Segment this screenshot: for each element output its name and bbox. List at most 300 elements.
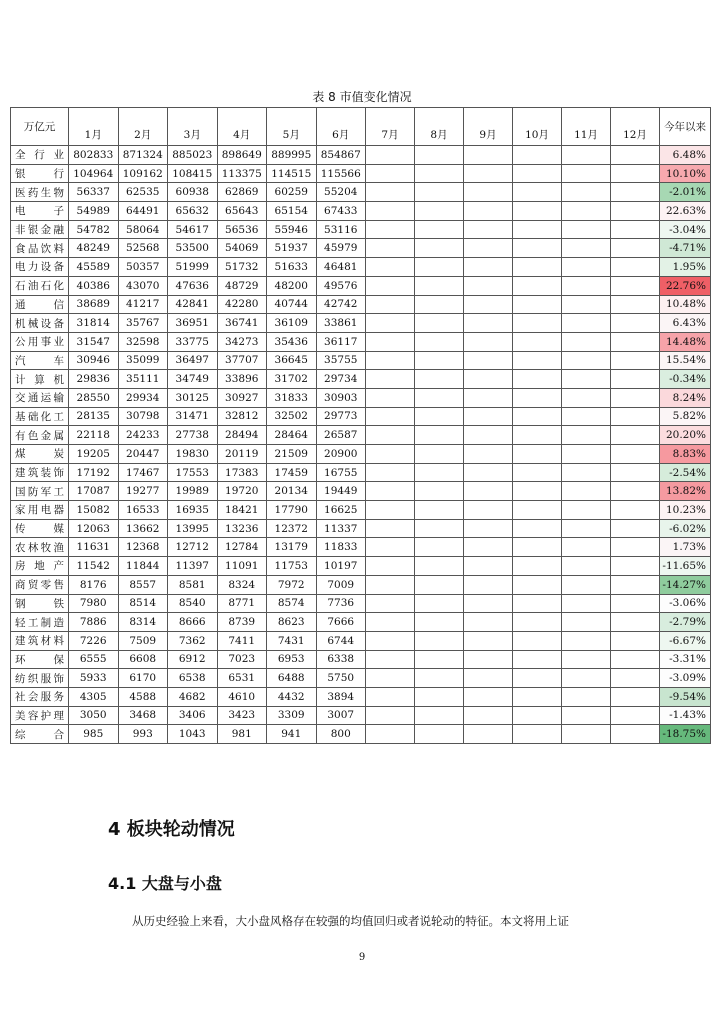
month-value-cell — [562, 557, 611, 576]
month-value-cell: 45589 — [69, 258, 119, 277]
ytd-header: 今年以来 — [660, 108, 711, 146]
month-value-cell — [415, 183, 464, 202]
month-value-cell: 11833 — [316, 538, 366, 557]
ytd-change-cell: -1.43% — [660, 706, 711, 725]
month-value-cell: 5750 — [316, 669, 366, 688]
month-value-cell: 3423 — [217, 706, 267, 725]
month-value-cell — [611, 258, 660, 277]
month-value-cell — [464, 314, 513, 333]
month-value-cell: 11631 — [69, 538, 119, 557]
month-value-cell — [611, 613, 660, 632]
month-value-cell — [366, 687, 415, 706]
month-value-cell: 30927 — [217, 388, 267, 407]
month-value-cell — [513, 482, 562, 501]
month-value-cell: 8666 — [168, 613, 218, 632]
sector-name: 有色金属 — [11, 426, 69, 445]
month-value-cell: 60938 — [168, 183, 218, 202]
month-value-cell: 19449 — [316, 482, 366, 501]
month-value-cell — [366, 669, 415, 688]
ytd-change-cell: -3.31% — [660, 650, 711, 669]
month-value-cell — [415, 650, 464, 669]
month-value-cell — [366, 426, 415, 445]
ytd-change-cell: 5.82% — [660, 407, 711, 426]
month-value-cell: 985 — [69, 725, 119, 744]
table-header-row — [11, 108, 711, 146]
month-value-cell — [415, 202, 464, 221]
month-value-cell — [415, 407, 464, 426]
month-value-cell — [464, 557, 513, 576]
month-value-cell: 19720 — [217, 482, 267, 501]
month-value-cell — [366, 445, 415, 464]
table-row — [11, 631, 711, 650]
sector-name: 社会服务 — [11, 687, 69, 706]
month-value-cell: 31702 — [267, 370, 317, 389]
month-value-cell — [562, 276, 611, 295]
month-value-cell: 41217 — [118, 295, 168, 314]
month-value-cell — [415, 351, 464, 370]
sector-name: 商贸零售 — [11, 575, 69, 594]
month-value-cell: 885023 — [168, 146, 218, 165]
month-value-cell — [415, 426, 464, 445]
month-value-cell: 35755 — [316, 351, 366, 370]
month-header: 1月 — [69, 108, 119, 146]
month-value-cell: 36497 — [168, 351, 218, 370]
table-row — [11, 202, 711, 221]
month-value-cell: 40744 — [267, 295, 317, 314]
month-value-cell: 17467 — [118, 463, 168, 482]
sector-name: 交通运输 — [11, 388, 69, 407]
month-value-cell: 6488 — [267, 669, 317, 688]
ytd-change-cell: 14.48% — [660, 332, 711, 351]
month-value-cell — [611, 220, 660, 239]
ytd-change-cell: 10.23% — [660, 501, 711, 520]
month-header: 5月 — [267, 108, 317, 146]
month-value-cell — [611, 351, 660, 370]
month-value-cell — [562, 426, 611, 445]
month-value-cell: 54069 — [217, 239, 267, 258]
month-value-cell — [513, 426, 562, 445]
month-value-cell — [611, 239, 660, 258]
month-value-cell: 17087 — [69, 482, 119, 501]
month-value-cell: 31471 — [168, 407, 218, 426]
sector-name: 汽车 — [11, 351, 69, 370]
month-value-cell — [562, 146, 611, 165]
sector-name: 农林牧渔 — [11, 538, 69, 557]
month-value-cell: 8176 — [69, 575, 119, 594]
month-value-cell — [415, 445, 464, 464]
month-value-cell: 114515 — [267, 164, 317, 183]
sector-name: 煤炭 — [11, 445, 69, 464]
month-value-cell — [562, 519, 611, 538]
month-value-cell: 36741 — [217, 314, 267, 333]
sector-name: 非银金融 — [11, 220, 69, 239]
month-value-cell — [562, 407, 611, 426]
month-value-cell: 33896 — [217, 370, 267, 389]
unit-header: 万亿元 — [11, 108, 69, 146]
month-value-cell: 17790 — [267, 501, 317, 520]
month-value-cell — [562, 706, 611, 725]
ytd-change-cell: -18.75% — [660, 725, 711, 744]
month-value-cell — [464, 146, 513, 165]
month-value-cell: 12784 — [217, 538, 267, 557]
table-body — [11, 146, 711, 744]
month-value-cell: 67433 — [316, 202, 366, 221]
month-value-cell: 36109 — [267, 314, 317, 333]
month-value-cell — [562, 445, 611, 464]
ytd-change-cell: 15.54% — [660, 351, 711, 370]
month-value-cell — [513, 538, 562, 557]
month-value-cell: 7980 — [69, 594, 119, 613]
month-value-cell — [611, 687, 660, 706]
month-header: 10月 — [513, 108, 562, 146]
month-value-cell — [366, 370, 415, 389]
month-value-cell: 12712 — [168, 538, 218, 557]
month-header: 9月 — [464, 108, 513, 146]
ytd-change-cell: 6.43% — [660, 314, 711, 333]
month-value-cell: 12063 — [69, 519, 119, 538]
month-value-cell — [464, 202, 513, 221]
month-value-cell — [611, 445, 660, 464]
month-value-cell: 52568 — [118, 239, 168, 258]
month-value-cell — [366, 388, 415, 407]
month-value-cell — [513, 613, 562, 632]
month-value-cell: 64491 — [118, 202, 168, 221]
month-value-cell — [562, 650, 611, 669]
month-value-cell — [562, 725, 611, 744]
month-value-cell: 48249 — [69, 239, 119, 258]
month-value-cell: 8623 — [267, 613, 317, 632]
month-value-cell — [464, 239, 513, 258]
month-value-cell: 7509 — [118, 631, 168, 650]
sector-name: 传媒 — [11, 519, 69, 538]
month-value-cell: 11844 — [118, 557, 168, 576]
month-value-cell: 7362 — [168, 631, 218, 650]
month-value-cell: 993 — [118, 725, 168, 744]
month-value-cell — [415, 388, 464, 407]
month-value-cell — [415, 482, 464, 501]
month-header: 8月 — [415, 108, 464, 146]
month-value-cell: 43070 — [118, 276, 168, 295]
month-value-cell: 115566 — [316, 164, 366, 183]
month-value-cell: 29836 — [69, 370, 119, 389]
sector-name: 电子 — [11, 202, 69, 221]
sector-name: 银行 — [11, 164, 69, 183]
table-row — [11, 594, 711, 613]
month-value-cell: 854867 — [316, 146, 366, 165]
month-value-cell: 11753 — [267, 557, 317, 576]
month-value-cell: 11337 — [316, 519, 366, 538]
sector-name: 公用事业 — [11, 332, 69, 351]
month-value-cell: 31833 — [267, 388, 317, 407]
month-value-cell — [513, 687, 562, 706]
month-value-cell: 34749 — [168, 370, 218, 389]
month-value-cell — [464, 183, 513, 202]
month-value-cell: 65643 — [217, 202, 267, 221]
month-value-cell — [513, 519, 562, 538]
month-value-cell: 53116 — [316, 220, 366, 239]
month-value-cell: 36645 — [267, 351, 317, 370]
table-row — [11, 501, 711, 520]
month-value-cell — [562, 258, 611, 277]
month-value-cell: 22118 — [69, 426, 119, 445]
ytd-change-cell: -2.79% — [660, 613, 711, 632]
month-value-cell — [464, 388, 513, 407]
month-value-cell: 898649 — [217, 146, 267, 165]
month-value-cell — [415, 725, 464, 744]
month-value-cell: 20119 — [217, 445, 267, 464]
month-value-cell — [611, 519, 660, 538]
month-value-cell: 10197 — [316, 557, 366, 576]
month-value-cell — [562, 594, 611, 613]
month-value-cell — [513, 445, 562, 464]
month-value-cell — [611, 202, 660, 221]
month-value-cell — [611, 295, 660, 314]
month-value-cell: 8540 — [168, 594, 218, 613]
table-row — [11, 370, 711, 389]
ytd-change-cell: 20.20% — [660, 426, 711, 445]
month-value-cell: 5933 — [69, 669, 119, 688]
month-value-cell — [611, 276, 660, 295]
month-value-cell — [366, 407, 415, 426]
month-value-cell — [464, 463, 513, 482]
month-value-cell: 51937 — [267, 239, 317, 258]
month-value-cell: 17383 — [217, 463, 267, 482]
month-value-cell — [464, 501, 513, 520]
month-value-cell — [513, 351, 562, 370]
month-value-cell: 7736 — [316, 594, 366, 613]
month-value-cell — [611, 164, 660, 183]
month-value-cell: 48200 — [267, 276, 317, 295]
sector-name: 综合 — [11, 725, 69, 744]
table-row — [11, 239, 711, 258]
month-value-cell — [562, 687, 611, 706]
month-value-cell: 26587 — [316, 426, 366, 445]
month-value-cell: 33775 — [168, 332, 218, 351]
month-value-cell: 889995 — [267, 146, 317, 165]
month-value-cell: 6912 — [168, 650, 218, 669]
month-value-cell — [562, 482, 611, 501]
market-value-table — [10, 107, 711, 744]
table-row — [11, 557, 711, 576]
sector-name: 环保 — [11, 650, 69, 669]
month-value-cell: 8574 — [267, 594, 317, 613]
month-value-cell: 19205 — [69, 445, 119, 464]
table-row — [11, 538, 711, 557]
month-value-cell: 3894 — [316, 687, 366, 706]
sector-name: 房地产 — [11, 557, 69, 576]
month-value-cell — [415, 332, 464, 351]
month-value-cell — [415, 314, 464, 333]
month-value-cell — [513, 706, 562, 725]
month-value-cell: 4610 — [217, 687, 267, 706]
month-value-cell: 7886 — [69, 613, 119, 632]
month-value-cell — [562, 388, 611, 407]
month-value-cell — [562, 332, 611, 351]
month-value-cell — [464, 276, 513, 295]
month-header: 4月 — [217, 108, 267, 146]
ytd-change-cell: -6.02% — [660, 519, 711, 538]
month-value-cell: 7431 — [267, 631, 317, 650]
table-caption: 表 8 市值变化情况 — [312, 90, 412, 104]
ytd-change-cell: -3.09% — [660, 669, 711, 688]
month-value-cell — [366, 332, 415, 351]
ytd-change-cell: 13.82% — [660, 482, 711, 501]
month-value-cell — [611, 332, 660, 351]
month-value-cell — [464, 332, 513, 351]
month-value-cell — [366, 519, 415, 538]
month-value-cell — [513, 594, 562, 613]
month-value-cell — [513, 220, 562, 239]
month-value-cell — [366, 351, 415, 370]
month-value-cell: 38689 — [69, 295, 119, 314]
month-value-cell: 13662 — [118, 519, 168, 538]
month-value-cell — [464, 445, 513, 464]
month-value-cell — [562, 164, 611, 183]
month-value-cell — [366, 202, 415, 221]
month-value-cell: 30946 — [69, 351, 119, 370]
month-value-cell: 3309 — [267, 706, 317, 725]
month-value-cell — [562, 202, 611, 221]
month-value-cell: 7972 — [267, 575, 317, 594]
month-value-cell: 11542 — [69, 557, 119, 576]
month-value-cell: 8739 — [217, 613, 267, 632]
month-value-cell — [366, 631, 415, 650]
month-value-cell: 6170 — [118, 669, 168, 688]
month-value-cell — [611, 501, 660, 520]
month-value-cell — [415, 538, 464, 557]
month-value-cell: 12368 — [118, 538, 168, 557]
month-value-cell — [513, 370, 562, 389]
month-value-cell: 19989 — [168, 482, 218, 501]
month-value-cell — [562, 538, 611, 557]
month-value-cell — [415, 276, 464, 295]
table-row — [11, 332, 711, 351]
month-value-cell: 3406 — [168, 706, 218, 725]
month-value-cell — [611, 538, 660, 557]
sector-name: 食品饮料 — [11, 239, 69, 258]
table-row — [11, 146, 711, 165]
month-value-cell: 113375 — [217, 164, 267, 183]
month-value-cell — [464, 594, 513, 613]
month-value-cell — [415, 239, 464, 258]
month-value-cell — [415, 146, 464, 165]
month-header: 3月 — [168, 108, 218, 146]
month-value-cell: 4432 — [267, 687, 317, 706]
month-value-cell — [415, 613, 464, 632]
month-value-cell: 108415 — [168, 164, 218, 183]
ytd-change-cell: 10.10% — [660, 164, 711, 183]
month-value-cell: 19830 — [168, 445, 218, 464]
month-value-cell: 46481 — [316, 258, 366, 277]
sector-name: 机械设备 — [11, 314, 69, 333]
month-value-cell: 36951 — [168, 314, 218, 333]
month-value-cell — [464, 351, 513, 370]
month-value-cell — [464, 295, 513, 314]
month-value-cell — [513, 314, 562, 333]
ytd-change-cell: -0.34% — [660, 370, 711, 389]
month-value-cell — [366, 725, 415, 744]
month-header: 11月 — [562, 108, 611, 146]
ytd-change-cell: 22.63% — [660, 202, 711, 221]
month-value-cell — [611, 594, 660, 613]
month-value-cell: 32502 — [267, 407, 317, 426]
month-value-cell: 7023 — [217, 650, 267, 669]
month-value-cell: 109162 — [118, 164, 168, 183]
table-row — [11, 258, 711, 277]
ytd-change-cell: 10.48% — [660, 295, 711, 314]
month-value-cell: 29734 — [316, 370, 366, 389]
sector-name: 石油石化 — [11, 276, 69, 295]
month-value-cell: 62869 — [217, 183, 267, 202]
table-row — [11, 295, 711, 314]
month-value-cell — [366, 146, 415, 165]
month-value-cell — [366, 463, 415, 482]
month-value-cell: 3468 — [118, 706, 168, 725]
month-value-cell: 62535 — [118, 183, 168, 202]
month-value-cell: 6338 — [316, 650, 366, 669]
ytd-change-cell: -4.71% — [660, 239, 711, 258]
sector-name: 纺织服饰 — [11, 669, 69, 688]
month-value-cell — [464, 370, 513, 389]
month-value-cell: 15082 — [69, 501, 119, 520]
month-value-cell — [611, 463, 660, 482]
month-value-cell — [415, 501, 464, 520]
month-value-cell — [366, 575, 415, 594]
month-value-cell — [366, 557, 415, 576]
month-value-cell — [366, 501, 415, 520]
month-value-cell — [562, 575, 611, 594]
month-value-cell: 30798 — [118, 407, 168, 426]
month-value-cell: 54617 — [168, 220, 218, 239]
body-paragraph: 从历史经验上来看，大小盘风格存在较强的均值回归或者说轮动的特征。本文将用上证 — [132, 914, 569, 928]
month-value-cell — [464, 538, 513, 557]
ytd-change-cell: 1.95% — [660, 258, 711, 277]
sector-name: 轻工制造 — [11, 613, 69, 632]
month-value-cell — [611, 706, 660, 725]
sector-name: 计算机 — [11, 370, 69, 389]
ytd-change-cell: -6.67% — [660, 631, 711, 650]
subsection-heading: 4.1 大盘与小盘 — [108, 874, 222, 893]
sector-name: 国防军工 — [11, 482, 69, 501]
month-value-cell — [513, 575, 562, 594]
month-value-cell — [415, 164, 464, 183]
month-value-cell: 45979 — [316, 239, 366, 258]
month-value-cell: 17459 — [267, 463, 317, 482]
month-value-cell — [513, 332, 562, 351]
month-value-cell: 37707 — [217, 351, 267, 370]
month-value-cell — [464, 725, 513, 744]
month-value-cell: 33861 — [316, 314, 366, 333]
month-value-cell — [464, 631, 513, 650]
month-value-cell — [415, 631, 464, 650]
table-row — [11, 463, 711, 482]
table-row — [11, 183, 711, 202]
month-value-cell — [366, 613, 415, 632]
table-row — [11, 613, 711, 632]
month-value-cell: 32812 — [217, 407, 267, 426]
month-value-cell — [366, 295, 415, 314]
sector-name: 通信 — [11, 295, 69, 314]
month-value-cell: 47636 — [168, 276, 218, 295]
month-value-cell: 13995 — [168, 519, 218, 538]
month-value-cell — [562, 463, 611, 482]
month-value-cell: 51732 — [217, 258, 267, 277]
table-row — [11, 407, 711, 426]
month-value-cell — [366, 594, 415, 613]
month-value-cell: 56337 — [69, 183, 119, 202]
month-value-cell — [562, 314, 611, 333]
month-value-cell — [366, 276, 415, 295]
